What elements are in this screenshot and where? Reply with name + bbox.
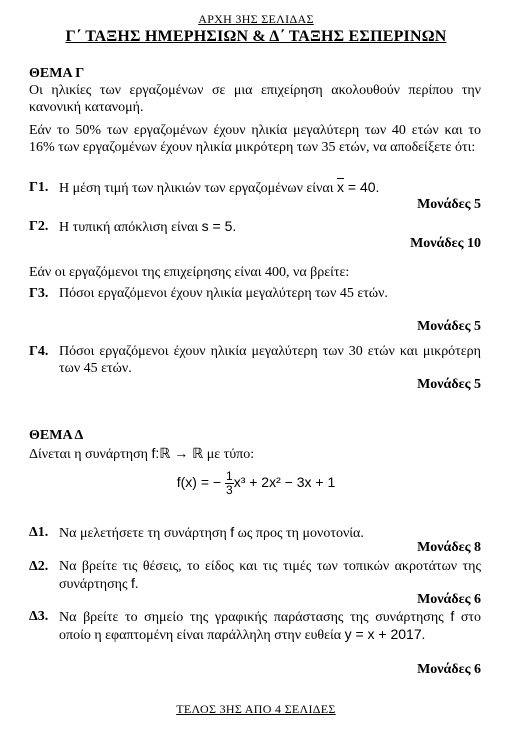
theme-d-intro-post: με τύπο:	[206, 447, 255, 462]
question-d2-math: f	[131, 575, 135, 591]
question-g1-math	[337, 179, 379, 195]
question-d3-label: Δ3.	[29, 609, 49, 624]
question-g2-math: s = 5.	[201, 218, 237, 234]
theme-g-intro-3: Εάν οι εργαζόμενοι της επιχείρησης είναι 400, να βρείτε:	[29, 265, 350, 280]
question-d1-marks: Μονάδες 8	[417, 540, 481, 555]
question-d3-math-2: y = x + 2017	[344, 626, 422, 642]
theme-g-intro-1: Οι ηλικίες των εργαζομένων σε μια επιχείρηση ακολουθούν περίπου την κανονική κατανομή.	[29, 83, 481, 115]
question-g4-text: Πόσοι εργαζόμενοι έχουν ηλικία μεγαλύτερη των 30 ετών και μικρότερη των 45 ετών.	[59, 344, 481, 376]
function-formula	[0, 470, 512, 497]
question-g4	[29, 343, 481, 377]
question-d2-text-pre: Να βρείτε τις θέσεις, το είδος και τις τιμές των τοπικών ακροτάτων της συνάρτησης	[59, 559, 481, 592]
question-d3-text-post: .	[421, 628, 426, 643]
question-g3-text: Πόσοι εργαζόμενοι έχουν ηλικία μεγαλύτερη των 45 ετών.	[59, 286, 388, 301]
question-d2-text-post: .	[134, 577, 139, 592]
formula-rhs: x³ + 2x² − 3x + 1	[233, 474, 336, 491]
question-g1-marks: Μονάδες 5	[417, 197, 481, 212]
theme-g-intro-2: Εάν το 50% των εργαζομένων έχουν ηλικία μεγαλύτερη των 40 ετών και το 16% των εργαζομένων έχουν ηλικία μικρότερη των 35 ετών, να αποδείξετε ότι:	[29, 123, 481, 155]
question-g4-label: Γ4.	[29, 344, 49, 359]
question-d3	[29, 608, 481, 644]
formula-lhs: f(x) = −	[176, 474, 222, 491]
question-g2	[29, 218, 481, 236]
theme-d-intro	[29, 445, 481, 463]
question-g1-text: Η μέση τιμή των ηλικιών των εργαζομένων είναι	[59, 181, 334, 196]
question-g2-text: Η τυπική απόκλιση είναι	[59, 220, 199, 235]
question-d2-label: Δ2.	[29, 559, 49, 574]
question-g3-label: Γ3.	[29, 286, 49, 301]
question-d1-math: f	[230, 524, 235, 540]
question-g3-marks: Μονάδες 5	[417, 319, 481, 334]
question-d2	[29, 558, 481, 593]
page-start-label: ΑΡΧΗ 3ΗΣ ΣΕΛΙΔΑΣ	[198, 12, 314, 26]
question-d3-marks: Μονάδες 6	[417, 662, 481, 677]
mean-symbol: $\overline{x}$	[337, 179, 344, 195]
question-g1	[29, 179, 481, 197]
fraction-denominator: 3	[226, 483, 233, 497]
page-title: Γ΄ ΤΑΞΗΣ ΗΜΕΡΗΣΙΩΝ & Δ΄ ΤΑΞΗΣ ΕΣΠΕΡΙΝΩΝ	[65, 28, 447, 45]
question-g1-label: Γ1.	[29, 180, 49, 195]
formula-fraction	[225, 470, 234, 497]
question-d3-text-mid: στο οποίο η εφαπτομένη είναι παράλληλη στην ευθεία	[59, 610, 482, 643]
mean-value: = 40.	[344, 179, 380, 195]
question-d1-label: Δ1.	[29, 525, 49, 540]
question-d3-text-pre: Να βρείτε το σημείο της γραφικής παράστασης της συνάρτησης	[59, 610, 444, 625]
question-g2-label: Γ2.	[29, 219, 49, 234]
page-end-label: ΤΕΛΟΣ 3ΗΣ ΑΠΟ 4 ΣΕΛΙΔΕΣ	[176, 702, 336, 716]
question-d3-math-1: f	[450, 608, 455, 624]
question-g2-marks: Μονάδες 10	[410, 236, 481, 251]
question-d1-text-pre: Να μελετήσετε τη συνάρτηση	[59, 526, 227, 541]
function-domain-math: f:ℝ → ℝ	[151, 445, 204, 461]
question-d1-text-post: ως προς τη μονοτονία.	[237, 526, 364, 541]
theme-d-intro-pre: Δίνεται η συνάρτηση	[29, 447, 148, 462]
question-d2-marks: Μονάδες 6	[417, 592, 481, 607]
theme-g-heading: ΘΕΜΑ Γ	[29, 66, 85, 81]
question-g3	[29, 285, 481, 302]
question-g4-marks: Μονάδες 5	[417, 377, 481, 392]
fraction-numerator: 1	[226, 469, 233, 483]
question-d1	[29, 524, 481, 542]
theme-d-heading: ΘΕΜΑ Δ	[29, 428, 84, 443]
